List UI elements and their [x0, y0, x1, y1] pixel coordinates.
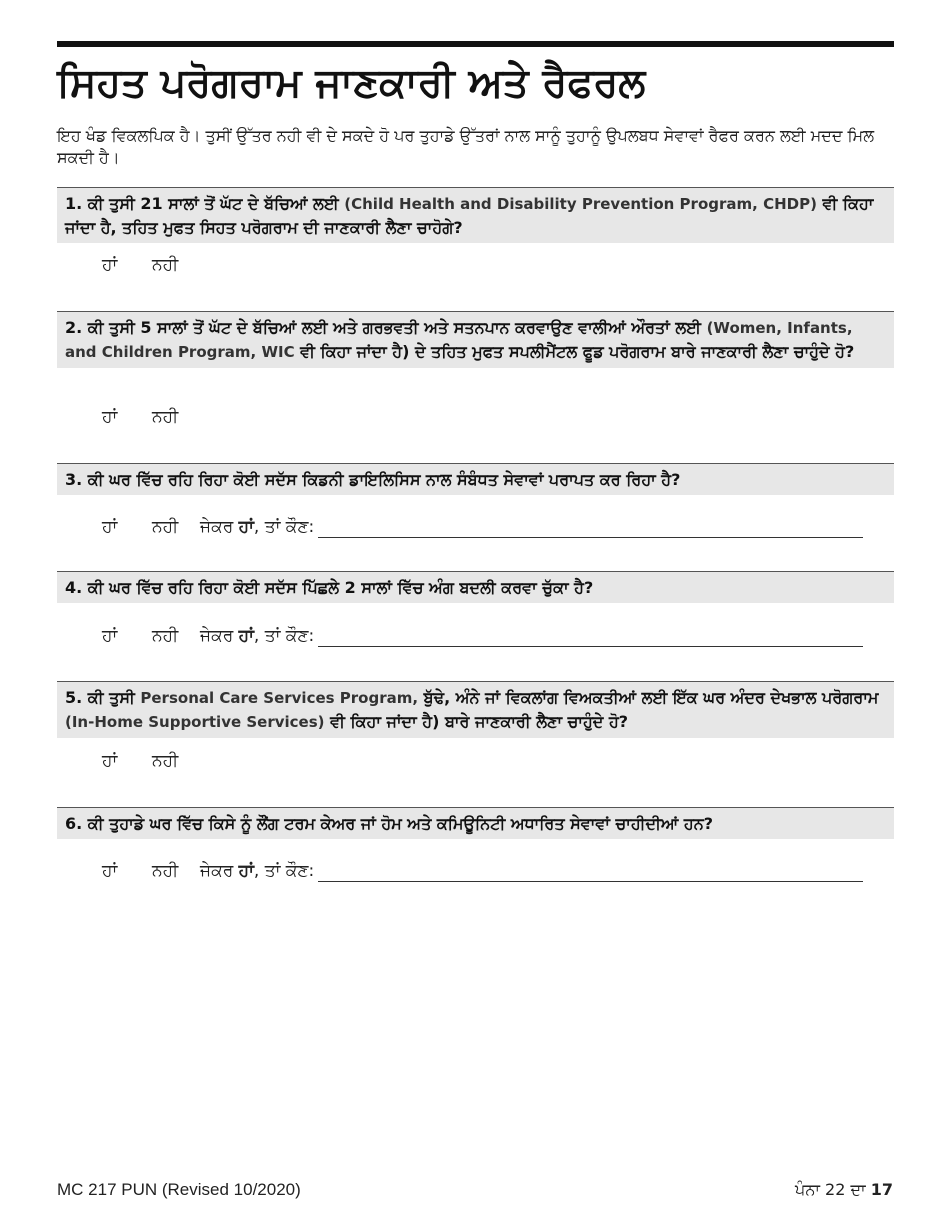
option-yes[interactable]: ਹਾਂ — [102, 861, 118, 881]
question-text-cont: ਵੀ ਕਿਹਾ ਜਾਂਦਾ ਹੈ, ਤਹਿਤ ਮੁਫਤ ਸਿਹਤ ਪਰੋਗਰਾਮ ਦੀ ਜਾਣਕਾਰੀ ਲੈਣਾ ਚਾਹੋਗੇ? — [65, 194, 874, 237]
question-text: ਕੀ ਤੁਸੀ 5 ਸਾਲਾਂ ਤੋਂ ਘੱਟ ਦੇ ਬੱਚਿਆਂ ਲਈ ਅਤੇ ਗਰਭਵਤੀ ਅਤੇ ਸਤਨਪਾਨ ਕਰਵਾਉਣ ਵਾਲੀਆਂ ਔਰਤਾਂ ਲਈ — [87, 318, 701, 337]
option-no[interactable]: ਨਹੀ — [152, 751, 179, 771]
question-number: 3. — [65, 470, 83, 489]
who-input[interactable] — [318, 522, 863, 538]
question-text: ਕੀ ਘਰ ਵਿੱਚ ਰਹਿ ਰਿਹਾ ਕੋਈ ਸਦੱਸ ਕਿਡਨੀ ਡਾਇਲਿਸਿਸ ਨਾਲ ਸੰਬੰਧਤ ਸੇਵਾਵਾਂ ਪਰਾਪਤ ਕਰ ਰਿਹਾ ਹੈ? — [87, 470, 681, 489]
question-number: 1. — [65, 194, 83, 213]
answer-row-4 — [102, 625, 863, 647]
question-number: 2. — [65, 318, 83, 337]
option-no[interactable]: ਨਹੀ — [152, 861, 179, 881]
option-yes[interactable]: ਹਾਂ — [102, 751, 118, 771]
question-1 — [57, 187, 894, 243]
answer-row-6 — [102, 860, 863, 882]
answer-row-2 — [102, 406, 200, 428]
option-no[interactable]: ਨਹੀ — [152, 626, 179, 646]
question-text-cont: ਵੀ ਕਿਹਾ ਜਾਂਦਾ ਹੈ) ਦੇ ਤਹਿਤ ਮੁਫਤ ਸਪਲੀਮੈਂਟਲ ਫੂਡ ਪਰੋਗਰਾਮ ਬਾਰੇ ਜਾਣਕਾਰੀ ਲੈਣਾ ਚਾਹੁੰਦੇ ਹੋ? — [300, 342, 855, 361]
option-no[interactable]: ਨਹੀ — [152, 517, 179, 537]
intro-text: ਇਹ ਖੰਡ ਵਿਕਲਪਿਕ ਹੈ। ਤੁਸੀਂ ਉੱਤਰ ਨਹੀ ਵੀ ਦੇ ਸਕਦੇ ਹੋ ਪਰ ਤੁਹਾਡੇ ਉੱਤਰਾਂ ਨਾਲ ਸਾਨੂੰ ਤੁਹਾਨੂੰ ਉਪਲਬਧ ਸੇਵਾਵਾਂ ਰੈਫਰ ਕਰਨ ਲਈ ਮਦਦ ਮਿਲ ਸਕਦੀ ਹੈ। — [57, 126, 875, 167]
question-text: ਕੀ ਤੁਸੀ — [87, 688, 135, 707]
question-english: Personal Care Services Program, — [140, 689, 419, 707]
question-number: 6. — [65, 814, 83, 833]
question-english-2: (In-Home Supportive Services) — [65, 713, 325, 731]
question-2 — [57, 311, 894, 368]
page-title: ਸਿਹਤ ਪਰੋਗਰਾਮ ਜਾਣਕਾਰੀ ਅਤੇ ਰੈਫਰਲ — [57, 60, 646, 106]
option-yes[interactable]: ਹਾਂ — [102, 407, 118, 427]
option-yes[interactable]: ਹਾਂ — [102, 255, 118, 275]
question-text: ਕੀ ਤੁਸੀ 21 ਸਾਲਾਂ ਤੋਂ ਘੱਟ ਦੇ ਬੱਚਿਆਂ ਲਈ — [87, 194, 339, 213]
question-number: 4. — [65, 578, 83, 597]
question-english: (Women, Infants, and Children Program, WIC — [65, 319, 853, 361]
question-5 — [57, 681, 894, 738]
form-id: MC 217 PUN (Revised 10/2020) — [57, 1180, 301, 1199]
answer-row-5 — [102, 750, 200, 772]
question-3 — [57, 463, 894, 495]
question-english: (Child Health and Disability Prevention Program, CHDP) — [344, 195, 817, 213]
option-no[interactable]: ਨਹੀ — [152, 255, 179, 275]
question-text-end: ਵੀ ਕਿਹਾ ਜਾਂਦਾ ਹੈ) ਬਾਰੇ ਜਾਣਕਾਰੀ ਲੈਣਾ ਚਾਹੁੰਦੇ ਹੋ? — [330, 712, 629, 731]
option-no[interactable]: ਨਹੀ — [152, 407, 179, 427]
if-yes-label: ਜੇਕਰ ਹਾਂ, ਤਾਂ ਕੌਣ: — [200, 517, 315, 537]
page-number: ਪੰਨਾ 22 ਦਾ 17 — [795, 1180, 893, 1199]
top-rule — [57, 41, 894, 47]
if-yes-label: ਜੇਕਰ ਹਾਂ, ਤਾਂ ਕੌਣ: — [200, 861, 315, 881]
who-input[interactable] — [318, 866, 863, 882]
answer-row-3 — [102, 516, 863, 538]
question-text: ਕੀ ਘਰ ਵਿੱਚ ਰਹਿ ਰਿਹਾ ਕੋਈ ਸਦੱਸ ਪਿੱਛਲੇ 2 ਸਾਲਾਂ ਵਿੱਚ ਅੰਗ ਬਦਲੀ ਕਰਵਾ ਚੁੱਕਾ ਹੈ? — [87, 578, 594, 597]
question-4 — [57, 571, 894, 603]
option-yes[interactable]: ਹਾਂ — [102, 517, 118, 537]
answer-row-1 — [102, 254, 200, 276]
option-yes[interactable]: ਹਾਂ — [102, 626, 118, 646]
who-input[interactable] — [318, 631, 863, 647]
if-yes-label: ਜੇਕਰ ਹਾਂ, ਤਾਂ ਕੌਣ: — [200, 626, 315, 646]
question-text: ਕੀ ਤੁਹਾਡੇ ਘਰ ਵਿੱਚ ਕਿਸੇ ਨੂੰ ਲੌਂਗ ਟਰਮ ਕੇਅਰ ਜਾਂ ਹੋਮ ਅਤੇ ਕਮਿਊਨਿਟੀ ਅਧਾਰਿਤ ਸੇਵਾਵਾਂ ਚਾਹੀਦੀਆਂ ਹਨ? — [87, 814, 714, 833]
question-number: 5. — [65, 688, 83, 707]
question-text-cont: ਬੁੱਢੇ, ਅੰਨੇ ਜਾਂ ਵਿਕਲਾਂਗ ਵਿਅਕਤੀਆਂ ਲਈ ਇੱਕ ਘਰ ਅੰਦਰ ਦੇਖਭਾਲ ਪਰੋਗਰਾਮ — [423, 688, 879, 707]
question-6 — [57, 807, 894, 839]
